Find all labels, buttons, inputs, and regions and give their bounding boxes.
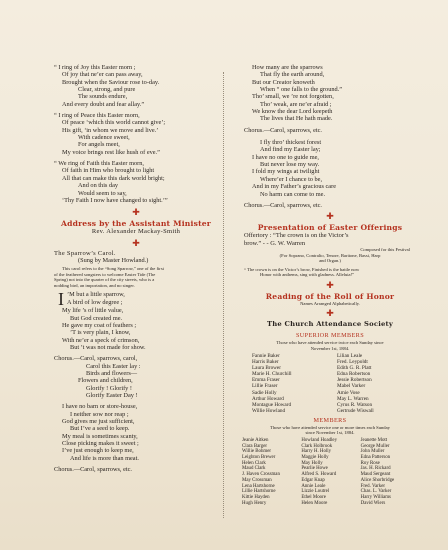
carol-title: The Sparrow’s Carol.	[54, 249, 116, 257]
name-column	[242, 438, 299, 506]
list-item: Marie H. Churchill	[252, 371, 292, 378]
list-item: Fred. Leypoldt	[337, 359, 368, 366]
list-item: Edgar Knap	[301, 477, 325, 483]
list-item: Chas. L. Varker	[360, 489, 392, 495]
offerings-heading: Presentation of Easter Offerings	[257, 223, 403, 233]
society-heading: The Church Attendance Society	[266, 320, 393, 328]
carol-verse-4	[242, 139, 418, 198]
list-item: Gertrude Wiswall	[337, 407, 374, 414]
members-desc: since November 1st, 1884.	[305, 430, 355, 436]
hymn-line: With cadence sweet,	[78, 134, 130, 142]
hymn-line: My voice brings rest like hush of eve.”	[62, 148, 160, 156]
carol-line: My meal is sometimes scanty,	[62, 432, 138, 440]
carol-line: But our Creator knoweth	[252, 78, 315, 86]
members-desc: Those who have attended service one or more times each Sunday	[270, 424, 390, 430]
name-column	[337, 353, 418, 414]
offertory-voices: and Organ.)	[319, 258, 341, 263]
chorus-line: Glorify Easter Day !	[86, 392, 138, 399]
list-item: Lizzie Loutrel	[301, 489, 330, 495]
carol-line: With ne’er a speck of crimson,	[62, 336, 140, 344]
hymn-line: The sounds endure,	[78, 93, 128, 101]
carol-line: He gave my coat of feathers ;	[62, 321, 137, 329]
offertory-title: Offertory : “The crown is on the Victor’s	[244, 232, 349, 240]
list-item: Pearlie Howe	[301, 466, 328, 472]
name-column	[252, 353, 333, 414]
members-list	[242, 438, 418, 506]
carol-line: ’M but a little sparrow,	[67, 291, 125, 299]
list-item: Clara Barger	[242, 443, 268, 449]
list-item: Jessie Robertson	[337, 377, 372, 384]
roll-of-honor-subtitle: Names Arranged Alphabetically.	[300, 300, 360, 306]
hymn-line: “ I ring of Peace this Easter morn,	[54, 112, 140, 120]
carol-verse-3	[242, 64, 418, 123]
hymn-line: Would seem to say,	[78, 189, 127, 197]
carol-line: We know the dear Lord keepeth	[252, 108, 333, 116]
roll-of-honor-heading: Reading of the Roll of Honor	[265, 291, 395, 301]
list-item: Howland Hoadley	[301, 437, 338, 443]
carol-line: I have no one to guide me,	[252, 153, 319, 161]
carol-verse-2	[52, 403, 220, 462]
carol-note-line: of the feathered songsters to welcome Easter Tide (The	[54, 271, 156, 277]
carol-line: That fly the earth around,	[260, 71, 325, 79]
carol-line: I fold my wings at twilight	[252, 168, 320, 176]
list-item: Roy Rose	[360, 460, 380, 466]
offertory-voices: (For Soprano, Contralto, Tenore, Baritone, Bassi, Harp	[279, 252, 381, 258]
list-item: Helen Clark	[242, 460, 266, 466]
list-item: Lillie Hartshorne	[242, 489, 276, 495]
carol-line: A bird of low degree ;	[67, 298, 123, 306]
carol-line: Where’er I chance to be,	[260, 175, 323, 183]
list-item: Edith G. R. Platt	[337, 365, 372, 372]
list-item: Lillie Fraser	[252, 383, 278, 390]
carol-note	[52, 266, 220, 288]
carol-line: I fly thro’ thickest forest	[260, 139, 322, 147]
hymn-line: Brought when the Saviour rose to-day.	[62, 78, 160, 86]
carol-line: But God created me.	[70, 314, 123, 322]
chorus-reference: Chorus.—Carol, sparrows, etc.	[244, 126, 322, 134]
hymn-line: For angels meet,	[78, 141, 120, 149]
members-heading: MEMBERS	[313, 416, 347, 424]
hymn-line: “ I ring of Joy this Easter morn ;	[54, 64, 136, 71]
list-item: Montague Howard	[252, 401, 292, 408]
list-item: Jas. H. Rickard	[360, 466, 391, 472]
superior-members-list	[242, 353, 418, 414]
list-item: Cyrus R. Watson	[337, 401, 373, 408]
carol-chorus	[52, 355, 220, 399]
list-item: Ethel Moore	[301, 494, 326, 500]
cross-ornament-icon: ✚	[132, 237, 140, 248]
list-item: Jeanette Mott	[360, 437, 388, 443]
carol-note-line: nodding bird, an importation, and no singer.	[54, 282, 135, 288]
carol-line: And find my Easter lay;	[260, 146, 321, 154]
name-column	[301, 438, 358, 506]
list-item: Mabel Varker	[337, 383, 366, 390]
chorus-reference: Chorus.—Carol, sparrows, etc.	[54, 466, 132, 474]
offertory-composer: brow.” - - G. W. Warren	[244, 239, 306, 247]
cross-ornament-icon: ✚	[132, 207, 140, 218]
carol-line: Close picking makes it sweet ;	[62, 440, 139, 448]
hymn-stanza-peace	[52, 112, 220, 156]
list-item: May L. Warren	[337, 395, 369, 402]
list-item: Edna Patterson	[360, 455, 391, 461]
list-item: Maud Clark	[242, 466, 266, 472]
list-item: Arthur Howard	[252, 395, 284, 402]
carol-line: When “ one falls to the ground.”	[260, 86, 343, 94]
hymn-line: Of faith in Him who brought to light	[62, 167, 155, 175]
chorus-line: Birds and flowers—	[86, 369, 138, 377]
list-item: Jeanie Aitken	[242, 437, 269, 443]
list-item: Alice Shorbridge	[360, 477, 395, 483]
carol-line: My life ’s of little value,	[62, 307, 124, 315]
list-item: Maggie Holly	[301, 455, 329, 461]
list-item: Helen Moore	[301, 500, 328, 506]
carol-line: Tho’ weak, are ne’er afraid ;	[260, 100, 332, 108]
carol-line: God gives me just sufficient,	[62, 418, 135, 426]
carol-line: No harm can come to me.	[260, 190, 326, 198]
list-item: Willie Bohmer	[242, 449, 272, 455]
right-column	[242, 64, 418, 506]
carol-line: I have no barn or store-house,	[62, 403, 138, 411]
list-item: George Muller	[360, 443, 390, 449]
list-item: Annie Leale	[301, 483, 326, 489]
superior-members-desc: November 1st, 1884.	[310, 345, 350, 351]
list-item: Amie Vose	[337, 389, 360, 396]
carol-subtitle: (Sung by Master Howland.)	[78, 256, 149, 264]
hymn-line: And on this day	[78, 182, 119, 190]
chorus-line: Chorus.—Carol, sparrows, carol,	[54, 355, 138, 363]
carol-line: I neither sow nor reap ;	[70, 410, 129, 418]
carol-verse-1	[52, 291, 220, 351]
hymn-line: Of joy that ne’er can pass away,	[62, 71, 143, 79]
offertory-lyric: “ The crown is on the Victor’s brow, Finished is the battle now	[244, 266, 360, 272]
cross-ornament-icon: ✚	[326, 279, 334, 290]
chorus-line: Flowers and children,	[78, 377, 133, 385]
list-item: Harry H. Holly	[301, 449, 332, 455]
carol-line: But I’ve a seed to keep.	[70, 425, 130, 433]
drop-cap: I	[58, 291, 64, 308]
list-item: Leighton Brewer	[242, 455, 276, 461]
carol-note-line: This carol refers to the “Song Sparrow,” one of the first	[62, 266, 164, 272]
chorus-line: Carol this Easter lay :	[86, 362, 141, 370]
list-item: Harris Baker	[252, 359, 279, 366]
list-item: Clark Holbrook	[301, 443, 333, 449]
superior-members-heading: SUPERIOR MEMBERS	[295, 332, 365, 339]
hymn-line: ‘Thy Faith I now have changed to sight.’”	[62, 196, 168, 204]
name-column	[361, 438, 418, 506]
list-item: David Wiers	[360, 500, 386, 506]
offertory-composed-note: Composed for this Festival	[360, 247, 410, 252]
list-item: J. Haven Crossman	[242, 472, 280, 478]
list-item: Kittie Hayden	[242, 494, 270, 500]
list-item: Harry Williams	[360, 494, 391, 500]
carol-line: But never lose my way.	[260, 161, 320, 169]
chorus-line: Glorify ! Glorify !	[86, 384, 132, 392]
cross-ornament-icon: ✚	[326, 211, 334, 222]
carol-line: How many are the sparrows	[252, 64, 323, 71]
carol-line: I’ve just enough to keep me,	[62, 447, 134, 455]
address-heading: Address by the Assistant Minister	[60, 219, 212, 229]
list-item: Lena Hartshorne	[242, 483, 275, 489]
carol-note-line: Spring) not into the quarter of the city streets, who is a	[54, 277, 155, 283]
address-speaker: Rev. Alexander Mackay-Smith	[91, 228, 181, 236]
carol-line: Tho’ small, we ’re not forgotten,	[252, 93, 334, 101]
list-item: Lilian Leale	[337, 353, 363, 359]
carol-line: The lives that He hath made.	[260, 115, 333, 123]
list-item: Laura Brower	[252, 365, 281, 372]
list-item: May Crossman	[242, 477, 272, 483]
left-column	[52, 64, 220, 473]
hymn-line: Of peace ‘which this world cannot give’;	[62, 119, 166, 127]
list-item: Emma Fraser	[252, 377, 280, 384]
hymn-stanza-joy	[52, 64, 220, 108]
list-item: Hugh Henry	[242, 500, 267, 506]
list-item: Fannie Baker	[252, 353, 280, 359]
carol-line: And life is more than meat.	[70, 454, 139, 462]
carol-line: ’T is very plain, I know,	[70, 329, 131, 337]
hymn-line: His gift, ‘in whom we move and live.’	[62, 126, 159, 134]
list-item: Sadie Holly	[252, 389, 277, 396]
carol-line: But ’t was not made for show.	[70, 343, 146, 351]
hymn-line: All that can make this dark world bright;	[62, 174, 165, 182]
hymn-line: Clear, strong, and pure	[78, 86, 136, 94]
hymn-stanza-faith	[52, 160, 220, 204]
list-item: Alfred S. Howard	[301, 472, 337, 478]
offertory-lyric: Honor with anthems, sing with gladness. Alleluia!”	[260, 272, 355, 277]
list-item: Maud Sergeant	[360, 472, 391, 478]
list-item: Fred. Varker	[360, 483, 386, 489]
hymn-line: “ We ring of Faith this Easter morn,	[54, 160, 144, 168]
cross-ornament-icon: ✚	[326, 308, 334, 318]
carol-line: And in my Father’s gracious care	[252, 183, 336, 191]
chorus-reference: Chorus.—Carol, sparrows, etc.	[244, 201, 322, 209]
list-item: John Muller	[360, 449, 385, 455]
list-item: Edna Robertson	[337, 371, 371, 378]
column-divider	[223, 72, 224, 518]
superior-members-desc: Those who have attended service twice each Sunday since	[276, 340, 384, 345]
hymn-line: And every doubt and fear allay.”	[62, 100, 145, 108]
list-item: May Holly	[301, 460, 323, 466]
list-item: Willie Howland	[252, 407, 286, 414]
